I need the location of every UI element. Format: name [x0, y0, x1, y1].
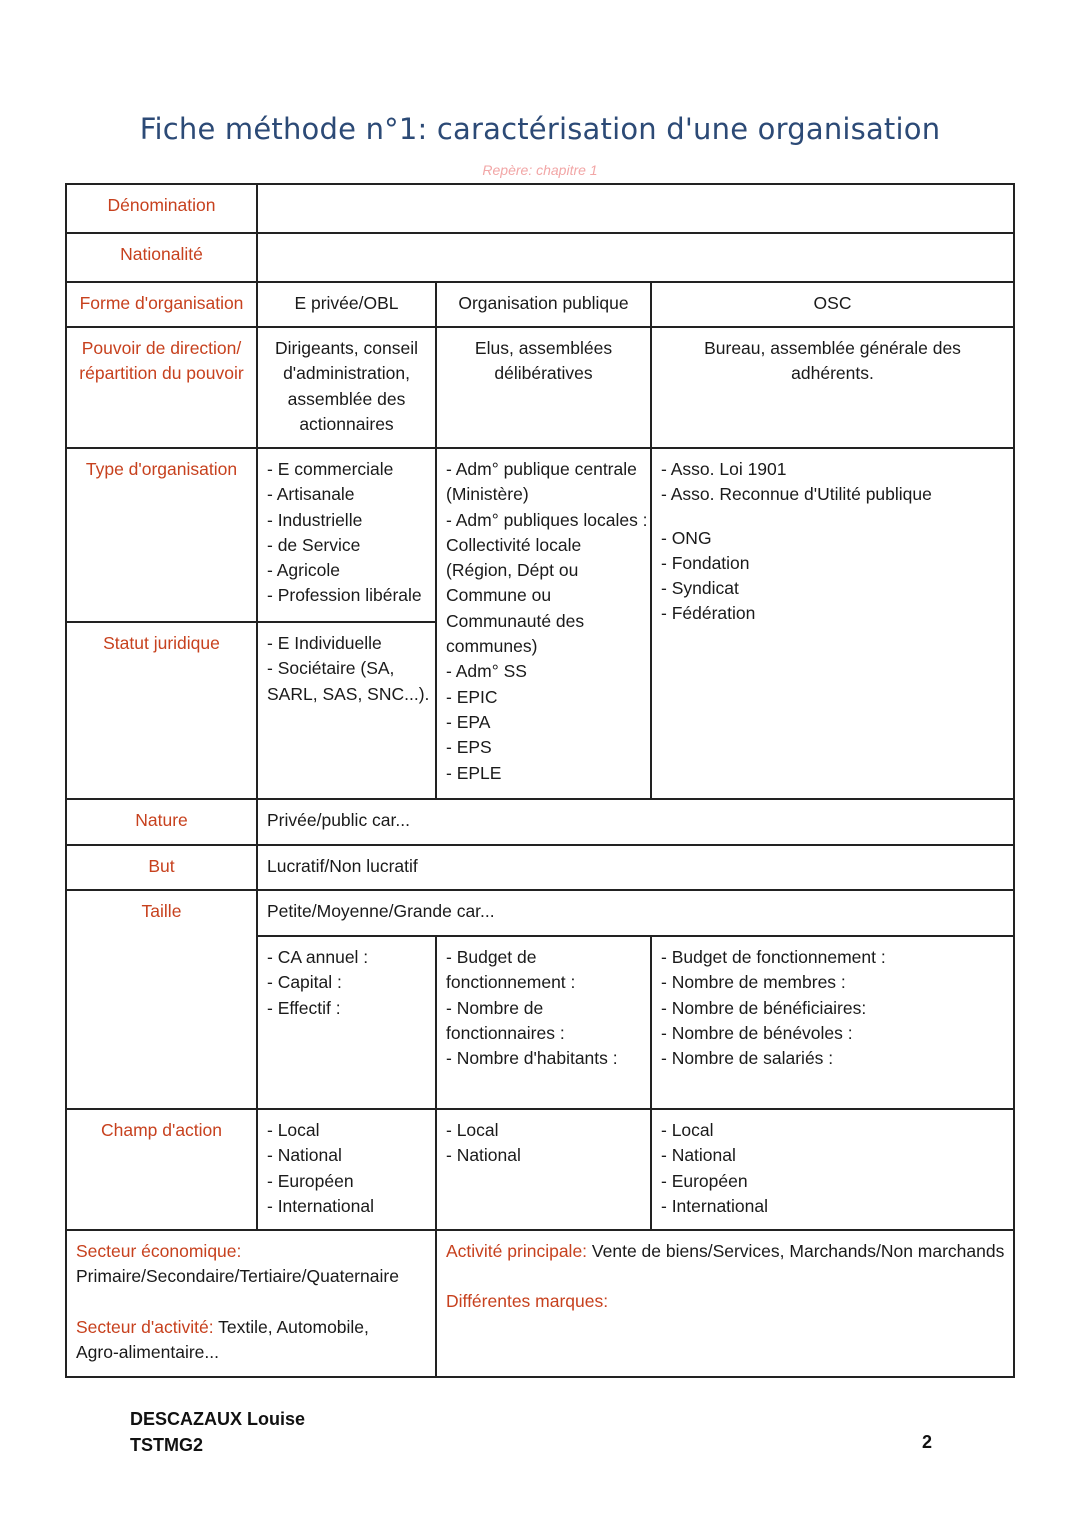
- list-line: - EPLE: [446, 762, 502, 783]
- value-nationalite: [257, 233, 1014, 282]
- row-champ: [66, 1109, 1014, 1230]
- secteur-act-label: Secteur d'activité:: [76, 1316, 214, 1337]
- type-statut-osc: [651, 448, 1014, 799]
- list-line: - Européen: [661, 1170, 748, 1191]
- list-line: - ONG: [661, 527, 712, 548]
- list-line: - Local: [267, 1120, 320, 1140]
- activite-value: Vente de biens/Services, Marchands/Non marchands: [587, 1241, 1005, 1261]
- label-statut: Statut juridique: [66, 622, 257, 799]
- osc-autres: [661, 526, 1004, 627]
- row-taille: [66, 890, 1014, 936]
- champ-entreprise: [257, 1109, 436, 1230]
- secteur-eco-label: Secteur économique:: [76, 1241, 242, 1261]
- list-line: (Région, Dépt ou: [446, 560, 579, 581]
- list-line: - National: [661, 1145, 736, 1166]
- activite-label: Activité principale:: [446, 1241, 588, 1261]
- list-line: - Nombre de bénévoles :: [661, 1022, 853, 1043]
- author-class: TSTMG2: [130, 1435, 204, 1455]
- list-line: communes): [446, 636, 538, 657]
- osc-associations: [661, 457, 1004, 508]
- secteur-eco-value: Primaire/Secondaire/Tertiaire/Quaternaire: [76, 1266, 399, 1287]
- pouvoir-publique: Elus, assemblées délibératives: [436, 327, 651, 448]
- row-denomination: [66, 184, 1014, 233]
- label-denomination: Dénomination: [66, 184, 257, 233]
- list-line: - Nombre d'habitants :: [446, 1048, 618, 1069]
- value-taille: Petite/Moyenne/Grande car...: [257, 890, 1014, 936]
- row-nature: [66, 799, 1014, 845]
- list-line: - Effectif :: [267, 997, 341, 1018]
- taille-osc: [651, 936, 1014, 1109]
- secteur-cell: [66, 1230, 436, 1377]
- activite-cell: [436, 1230, 1014, 1377]
- row-pouvoir: [66, 327, 1014, 448]
- organisation-table: [65, 183, 1015, 1378]
- list-line: - Européen: [267, 1170, 354, 1191]
- list-line: - Profession libérale: [267, 585, 422, 606]
- list-line: - Industrielle: [267, 509, 363, 530]
- taille-publique: [436, 936, 651, 1109]
- list-line: - International: [661, 1195, 769, 1216]
- list-line: - Artisanale: [267, 484, 355, 505]
- list-line: Commune ou: [446, 585, 552, 606]
- list-line: - EPIC: [446, 686, 498, 707]
- list-line: (Ministère): [446, 484, 529, 505]
- label-taille: Taille: [66, 890, 257, 1109]
- taille-entreprise: [257, 936, 436, 1109]
- list-line: - Adm° SS: [446, 661, 527, 682]
- list-line: - Budget de fonctionnement :: [661, 947, 886, 967]
- label-champ: Champ d'action: [66, 1109, 257, 1230]
- list-line: - Fédération: [661, 603, 756, 624]
- list-line: - National: [267, 1145, 342, 1166]
- label-type: Type d'organisation: [66, 448, 257, 622]
- label-pouvoir: Pouvoir de direction/ répartition du pouvoir: [66, 327, 257, 448]
- list-line: - Agricole: [267, 560, 340, 581]
- list-line: SARL, SAS, SNC...).: [267, 683, 430, 704]
- pouvoir-entreprise: Dirigeants, conseil d'administration, assemblée des actionnaires: [257, 327, 436, 448]
- secteur-act-value-1: Textile, Automobile,: [213, 1316, 369, 1337]
- list-line: Collectivité locale: [446, 534, 582, 555]
- footer-author: [130, 1406, 305, 1458]
- champ-publique: [436, 1109, 651, 1230]
- list-line: Communauté des: [446, 610, 585, 631]
- label-forme: Forme d'organisation: [66, 282, 257, 327]
- author-name: DESCAZAUX Louise: [130, 1409, 306, 1429]
- champ-osc: [651, 1109, 1014, 1230]
- list-line: - Capital :: [267, 972, 342, 993]
- list-line: - CA annuel :: [267, 947, 369, 967]
- forme-entreprise: E privée/OBL: [257, 282, 436, 327]
- list-line: - Local: [446, 1120, 499, 1140]
- type-statut-publique: [436, 448, 651, 799]
- list-line: - International: [267, 1195, 375, 1216]
- type-entreprise: [257, 448, 436, 622]
- list-line: - Fondation: [661, 552, 750, 573]
- page-subtitle: Repère: chapitre 1: [482, 162, 598, 178]
- list-line: - de Service: [267, 534, 361, 555]
- list-line: - Adm° publique centrale: [446, 459, 637, 479]
- forme-publique: Organisation publique: [436, 282, 651, 327]
- page-title: Fiche méthode n°1: caractérisation d'une organisation: [139, 112, 941, 146]
- secteur-act-value-2: Agro-alimentaire...: [76, 1341, 219, 1362]
- label-nationalite: Nationalité: [66, 233, 257, 282]
- list-line: - Sociétaire (SA,: [267, 658, 395, 679]
- list-line: - E Individuelle: [267, 633, 382, 653]
- list-line: - Budget de: [446, 947, 537, 967]
- marques-label: Différentes marques:: [446, 1291, 609, 1312]
- list-line: - Nombre de salariés :: [661, 1048, 834, 1069]
- list-line: - Asso. Loi 1901: [661, 459, 787, 479]
- value-but: Lucratif/Non lucratif: [257, 845, 1014, 890]
- list-line: - E commerciale: [267, 459, 394, 479]
- list-line: - Asso. Reconnue d'Utilité publique: [661, 484, 932, 505]
- forme-osc: OSC: [651, 282, 1014, 327]
- label-nature: Nature: [66, 799, 257, 845]
- list-line: - Local: [661, 1120, 714, 1140]
- page-number: 2: [922, 1432, 933, 1452]
- list-line: - Adm° publiques locales :: [446, 509, 648, 530]
- row-nationalite: [66, 233, 1014, 282]
- list-line: fonctionnement :: [446, 972, 576, 993]
- list-line: - EPA: [446, 711, 491, 732]
- label-but: But: [66, 845, 257, 890]
- pouvoir-osc: Bureau, assemblée générale des adhérents.: [651, 327, 1014, 448]
- list-line: - EPS: [446, 737, 492, 758]
- value-denomination: [257, 184, 1014, 233]
- row-secteur: [66, 1230, 1014, 1377]
- list-line: - Nombre de bénéficiaires:: [661, 997, 867, 1018]
- row-forme: [66, 282, 1014, 327]
- value-nature: Privée/public car...: [257, 799, 1014, 845]
- statut-entreprise: [257, 622, 436, 799]
- list-line: - Nombre de membres :: [661, 972, 846, 993]
- list-line: - National: [446, 1145, 521, 1166]
- list-line: fonctionnaires :: [446, 1022, 565, 1043]
- list-line: - Syndicat: [661, 578, 739, 599]
- row-type: [66, 448, 1014, 622]
- row-but: [66, 845, 1014, 890]
- list-line: - Nombre de: [446, 997, 544, 1018]
